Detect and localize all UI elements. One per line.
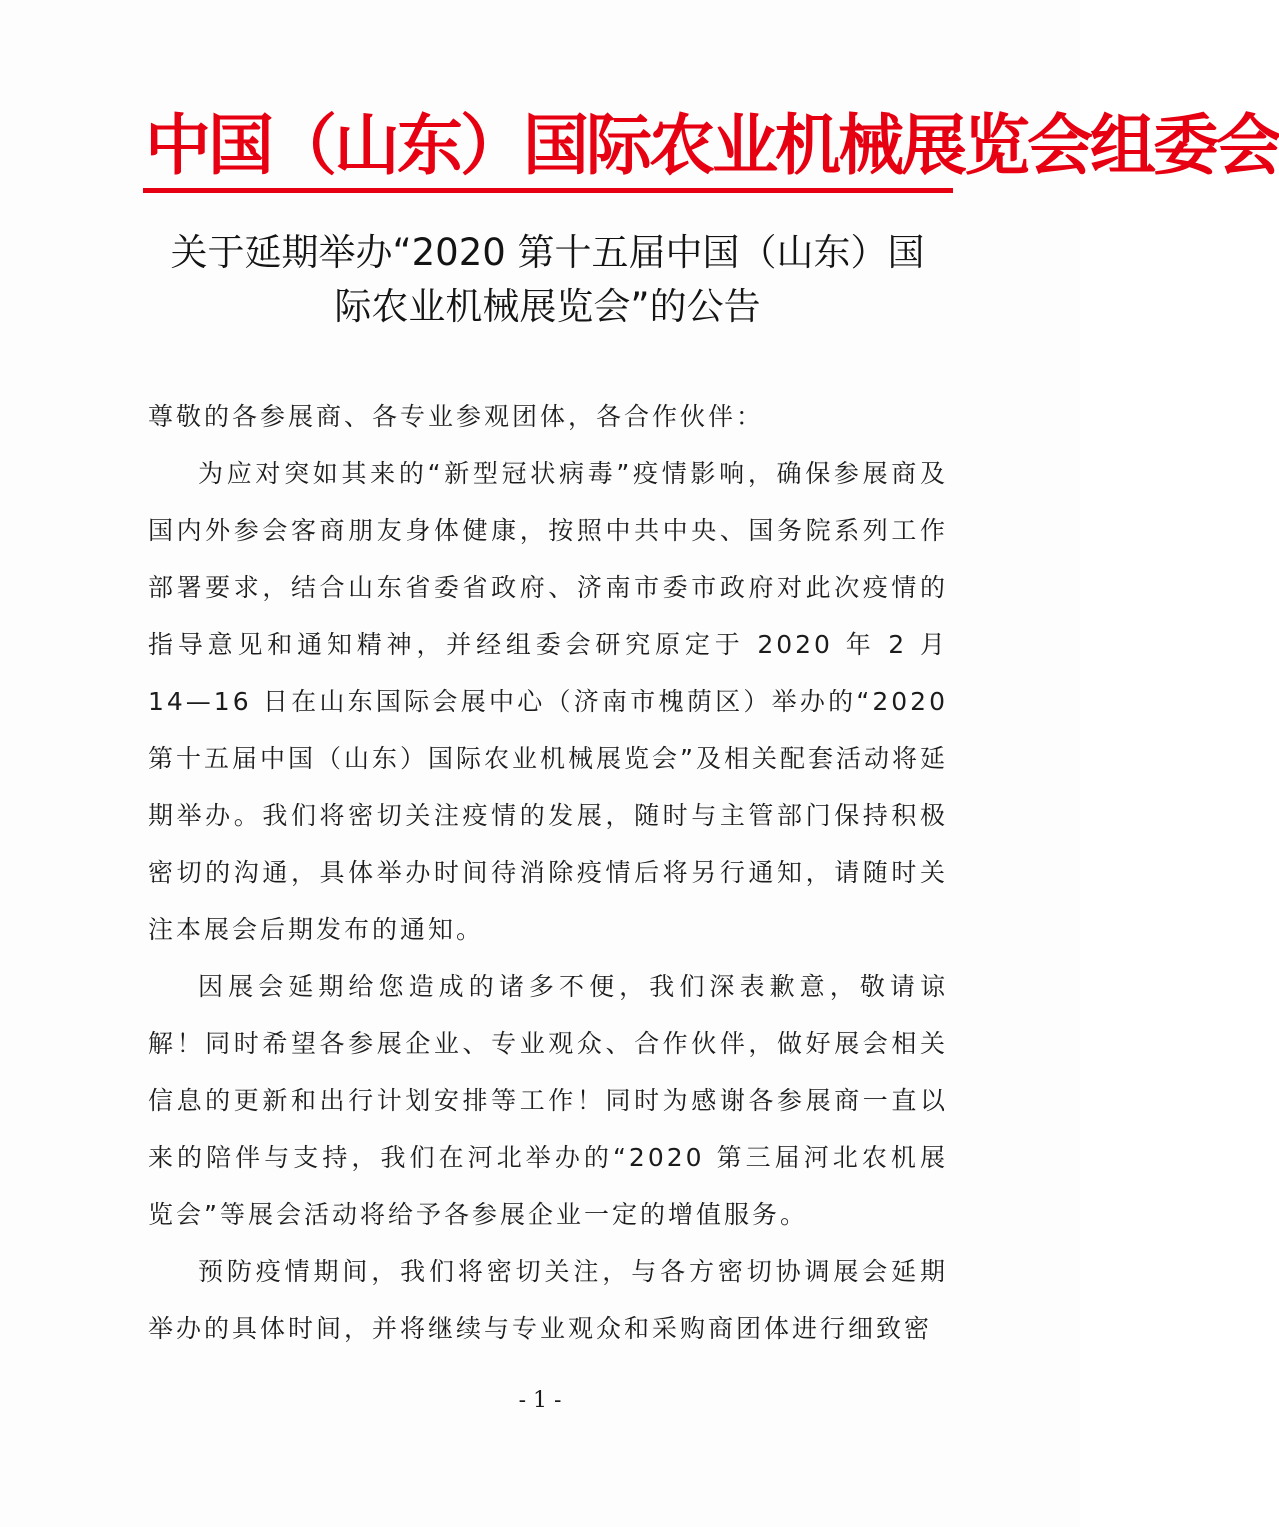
- salutation: 尊敬的各参展商、各专业参观团体，各合作伙伴：: [148, 402, 765, 431]
- letterhead-red-rule: [143, 188, 953, 193]
- paragraph-prevention: 预防疫情期间，我们将密切关注，与各方密切协调展会延期举办的具体时间，并将继续与专业观众和采购商团体进行细致密: [148, 1257, 948, 1343]
- notice-title: [140, 226, 955, 334]
- page-number: - 1 -: [518, 1388, 562, 1413]
- paragraph-postponement: 为应对突如其来的“新型冠状病毒”疫情影响，确保参展商及国内外参会客商朋友身体健康，按照中共中央、国务院系列工作部署要求，结合山东省委省政府、济南市委市政府对此次疫情的指导意见和通知精神，并经组委会研究原定于 2020 年 2 月 14—16 日在山东国际会展中心（济南市槐荫区）举办的“2020 第十五届中国（山东）国际农业机械展览会”及相关配套活动将延期举办。我们将密切关注疫情的发展，随时与主管部门保持积极密切的沟通，具体举办时间待消除疫情后将另行通知，请随时关注本展会后期发布的通知。: [148, 459, 948, 944]
- paragraph-apology: 因展会延期给您造成的诸多不便，我们深表歉意，敬请谅解！同时希望各参展企业、专业观众、合作伙伴，做好展会相关信息的更新和出行计划安排等工作！同时为感谢各参展商一直以来的陪伴与支持，我们在河北举办的“2020 第三届河北农机展览会”等展会活动将给予各参展企业一定的增值服务。: [148, 972, 948, 1229]
- organization-letterhead: 中国（山东）国际农业机械展览会组委会: [145, 107, 1279, 184]
- notice-title-line-1: 关于延期举办“2020 第十五届中国（山东）国: [170, 231, 925, 274]
- notice-title-line-2: 际农业机械展览会”的公告: [334, 285, 761, 328]
- notice-body: [148, 388, 948, 1357]
